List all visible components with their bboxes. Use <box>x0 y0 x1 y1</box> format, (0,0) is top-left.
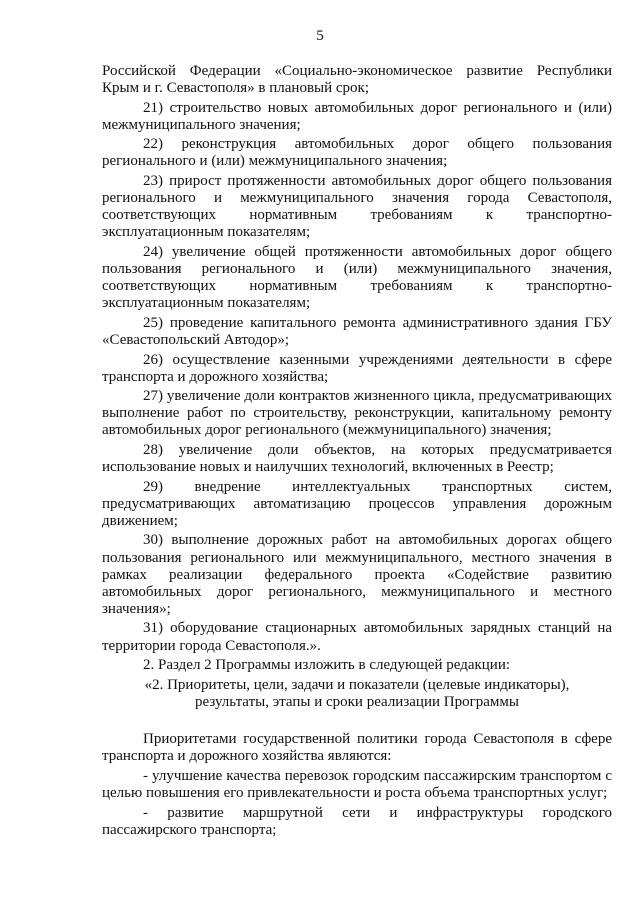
bullet-item: - улучшение качества перевозок городским пассажирским транспортом с целью повышения его привлекательности и роста объема транспортных услуг; <box>102 768 612 802</box>
amendment-instruction: 2. Раздел 2 Программы изложить в следующей редакции: <box>143 657 511 674</box>
section-heading-line-2: результаты, этапы и сроки реализации Программы <box>195 693 519 710</box>
list-item-24: 24) увеличение общей протяженности автомобильных дорог общего пользования регионального и (или) межмуниципального значения, соответствующих нормативным требованиям к транспортно-эксплуатационным показателям; <box>102 243 612 312</box>
list-item-23: 23) прирост протяженности автомобильных дорог общего пользования регионального и межмуниципального значения города Севастополя, соответствующих нормативным требованиям к транспортно-эксплуатационным показателям; <box>102 173 612 241</box>
list-item-28: 28) увеличение доли объектов, на которых предусматривается использование новых и наилучших технологий, включенных в Реестр; <box>102 441 612 476</box>
page-number: 5 <box>316 28 324 44</box>
list-item-30: 30) выполнение дорожных работ на автомобильных дорогах общего пользования регионального или межмуниципального, местного значения в рамках реализации федерального проекта «Содействие развитию автомобильных дорог регионального, межмуниципального и местного значения»; <box>102 532 612 617</box>
section-heading-line-1: «2. Приоритеты, цели, задачи и показатели (целевые индикаторы), <box>144 676 570 693</box>
paragraph: Российской Федерации «Социально-экономическое развитие Республики Крым и г. Севастополя» в плановый срок; <box>102 63 612 97</box>
list-item-31: 31) оборудование стационарных автомобильных зарядных станций на территории города Севастополя.». <box>102 620 612 654</box>
spacer <box>102 713 612 731</box>
list-item-22: 22) реконструкция автомобильных дорог общего пользования регионального и (или) межмуниципального значения; <box>102 136 612 170</box>
paragraph: Приоритетами государственной политики города Севастополя в сфере транспорта и дорожного хозяйства являются: <box>102 731 612 765</box>
list-item-21: 21) строительство новых автомобильных дорог регионального и (или) межмуниципального значения; <box>102 99 612 133</box>
list-item-26: 26) осуществление казенными учреждениями деятельности в сфере транспорта и дорожного хозяйства; <box>102 351 612 385</box>
list-item-25: 25) проведение капитального ремонта административного здания ГБУ «Севастопольский Автодор»; <box>102 314 612 348</box>
list-item-27: 27) увеличение доли контрактов жизненного цикла, предусматривающих выполнение работ по строительству, реконструкции, капитальному ремонту автомобильных дорог регионального (межмуниципального) значения; <box>102 388 612 439</box>
document-body <box>102 63 612 841</box>
list-item-29: 29) внедрение интеллектуальных транспортных систем, предусматривающих автоматизацию процессов управления дорожным движением; <box>102 478 612 529</box>
bullet-item: - развитие маршрутной сети и инфраструктуры городского пассажирского транспорта; <box>102 804 612 838</box>
